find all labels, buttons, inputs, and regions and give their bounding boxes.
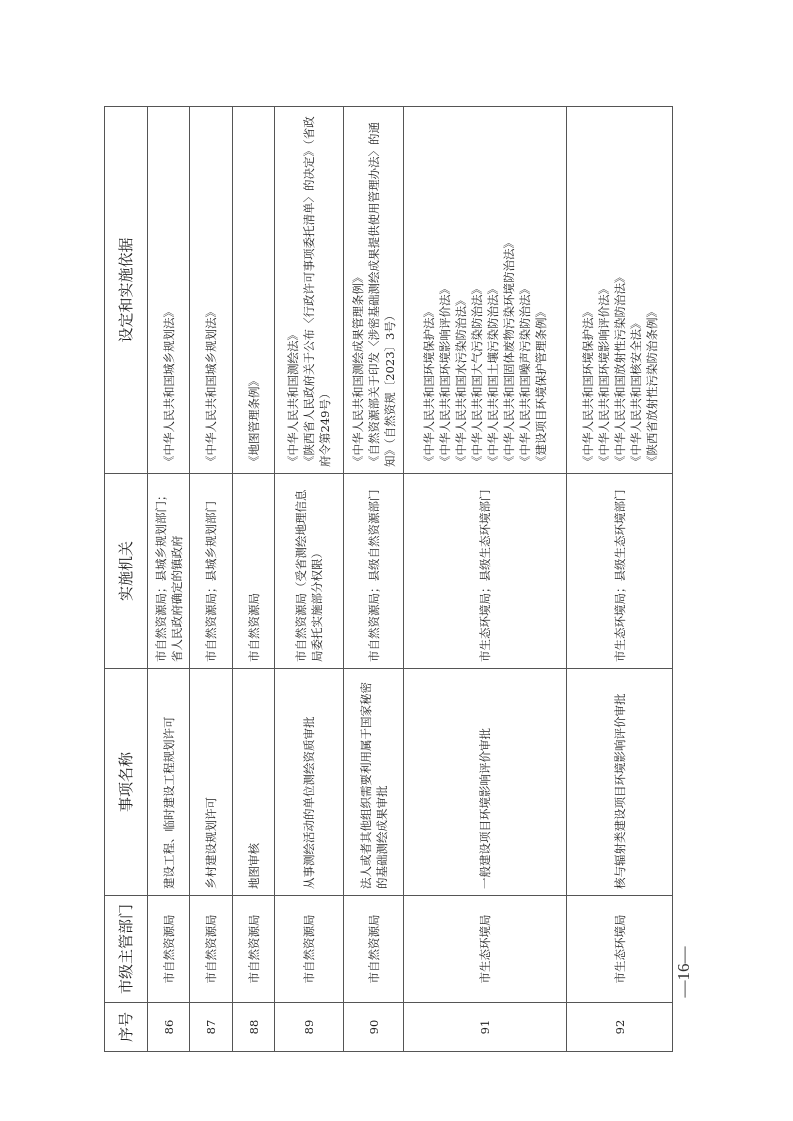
row-no: 92 — [567, 1003, 673, 1052]
row-basis — [275, 107, 344, 474]
basis-line: 《中华人民共和国水污染防治法》 — [454, 294, 468, 467]
row-agency: 市生态环境局；县级生态环境部门 — [404, 474, 567, 669]
table-row — [148, 107, 190, 1052]
basis-line: 《中华人民共和国环境影响评价法》 — [596, 283, 611, 467]
basis-line: 《中华人民共和国环境保护法》 — [580, 306, 595, 467]
basis-line: 《中华人民共和国环境保护法》 — [422, 306, 436, 467]
row-dept: 市自然资源局 — [190, 896, 233, 1003]
row-agency: 市自然资源局；县城乡规划部门；省人民政府确定的镇政府 — [148, 474, 190, 669]
row-basis — [344, 107, 404, 474]
row-no: 90 — [344, 1003, 404, 1052]
basis-line: 《中华人民共和国测绘成果管理条例》 — [350, 271, 365, 467]
table-row — [190, 107, 233, 1052]
basis-line: 《中华人民共和国噪声污染防治法》 — [518, 283, 532, 467]
header-dept: 市级主管部门 — [105, 896, 148, 1003]
basis-line: 《中华人民共和国核安全法》 — [628, 317, 643, 467]
row-item: 地图审核 — [233, 669, 275, 896]
row-agency: 市自然资源局 — [233, 474, 275, 669]
row-basis — [567, 107, 673, 474]
row-agency: 市自然资源局；县级自然资源部门 — [344, 474, 404, 669]
basis-line: 《中华人民共和国大气污染防治法》 — [470, 283, 484, 467]
basis-line: 《中华人民共和国城乡规划法》 — [161, 306, 176, 467]
table-row — [567, 107, 673, 1052]
row-item: 核与辐射类建设项目环境影响评价审批 — [567, 669, 673, 896]
table-header-row — [105, 107, 148, 1052]
basis-line: 《中华人民共和国土壤污染防治法》 — [486, 283, 500, 467]
header-item: 事项名称 — [105, 669, 148, 896]
basis-line: 《地图管理条例》 — [246, 375, 261, 467]
row-dept: 市自然资源局 — [344, 896, 404, 1003]
basis-line: 《中华人民共和国测绘法》 — [286, 329, 300, 467]
row-dept: 市自然资源局 — [275, 896, 344, 1003]
basis-line: 《中华人民共和国城乡规划法》 — [204, 306, 218, 467]
row-no: 89 — [275, 1003, 344, 1052]
basis-line: 《陕西省放射性污染防治条例》 — [644, 306, 659, 467]
row-dept: 市自然资源局 — [148, 896, 190, 1003]
row-agency: 市自然资源局；县城乡规划部门 — [190, 474, 233, 669]
row-dept: 市生态环境局 — [404, 896, 567, 1003]
row-no: 87 — [190, 1003, 233, 1052]
row-basis — [190, 107, 233, 474]
page-number: —16— — [674, 946, 693, 998]
administrative-permits-table — [104, 106, 673, 1052]
row-dept: 市生态环境局 — [567, 896, 673, 1003]
basis-line: 《中华人民共和国固体废物污染环境防治法》 — [502, 237, 516, 467]
table-row — [344, 107, 404, 1052]
row-no: 86 — [148, 1003, 190, 1052]
row-basis — [233, 107, 275, 474]
basis-line: 《中华人民共和国环境影响评价法》 — [438, 283, 452, 467]
row-basis — [148, 107, 190, 474]
row-item: 建设工程、临时建设工程规划许可 — [148, 669, 190, 896]
basis-line: 《中华人民共和国放射性污染防治法》 — [612, 271, 627, 467]
row-item: 法人或者其他组织需要利用属于国家秘密的基础测绘成果审批 — [344, 669, 404, 896]
row-item: 一般建设项目环境影响评价审批 — [404, 669, 567, 896]
table-row — [404, 107, 567, 1052]
row-agency: 市生态环境局；县级生态环境部门 — [567, 474, 673, 669]
row-no: 88 — [233, 1003, 275, 1052]
header-basis: 设定和实施依据 — [105, 107, 148, 474]
row-dept: 市自然资源局 — [233, 896, 275, 1003]
row-item: 乡村建设规划许可 — [190, 669, 233, 896]
row-basis — [404, 107, 567, 474]
table-row — [233, 107, 275, 1052]
basis-line: 《陕西省人民政府关于公布〈行政许可事项委托清单〉的决定》（省政府令第249号） — [302, 116, 332, 467]
row-no: 91 — [404, 1003, 567, 1052]
table-row — [275, 107, 344, 1052]
header-no: 序号 — [105, 1003, 148, 1052]
row-item: 从事测绘活动的单位测绘资质审批 — [275, 669, 344, 896]
basis-line: 《自然资源部关于印发〈涉密基础测绘成果提供使用管理办法〉的通知》（自然资规〔2023〕3号） — [366, 122, 397, 467]
row-agency: 市自然资源局（受省测绘地理信息局委托实施部分权限） — [275, 474, 344, 669]
basis-line: 《建设项目环境保护管理条例》 — [534, 306, 548, 467]
header-agency: 实施机关 — [105, 474, 148, 669]
